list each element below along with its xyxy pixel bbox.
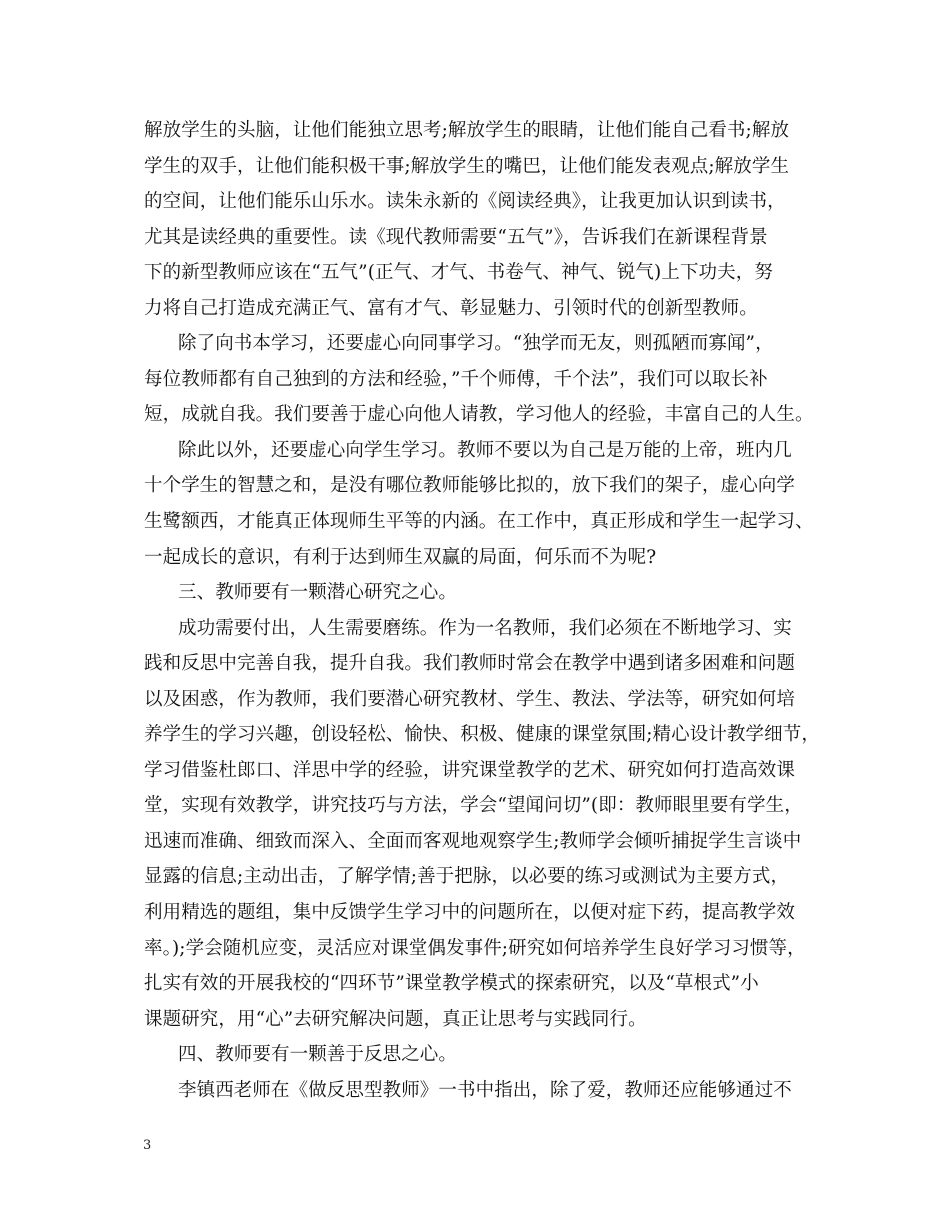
text-line: 扎实有效的开展我校的“四环节”课堂教学模式的探索研究，以及“草根式”小 [144,973,759,995]
text-line: 除了向书本学习，还要虚心向同事学习。“独学而无友，则孤陋而寡闻”， [178,333,774,355]
text-line: 率。);学会随机应变，灵活应对课堂偶发事件;研究如何培养学生良好学习习惯等， [144,937,806,959]
text-line: 四、教师要有一颗善于反思之心。 [178,1044,458,1066]
text-line: 学生的双手，让他们能积极干事;解放学生的嘴巴，让他们能发表观点;解放学生 [144,155,790,177]
text-line: 每位教师都有自己独到的方法和经验，”千个师傅，千个法”，我们可以取长补 [144,368,768,390]
text-line: 十个学生的智慧之和，是没有哪位教师能够比拟的，放下我们的架子，虚心向学 [144,475,796,497]
text-line: 解放学生的头脑，让他们能独立思考;解放学生的眼睛，让他们能自己看书;解放 [144,120,790,141]
text-line: 生鹭额西，才能真正体现师生平等的内涵。在工作中，真正形成和学生一起学习、 [144,511,814,533]
text-line: 学习借鉴杜郎口、洋思中学的经验，讲究课堂教学的艺术、研究如何打造高效课 [144,759,796,781]
page-number: 3 [143,1138,152,1153]
text-line: 一起成长的意识，有利于达到师生双赢的局面，何乐而不为呢? [144,546,657,568]
text-line: 短，成就自我。我们要善于虚心向他人请教，学习他人的经验，丰富自己的人生。 [144,404,814,426]
text-line: 养学生的学习兴趣，创设轻松、愉快、积极、健康的课堂氛围;精心设计教学细节， [144,724,820,746]
text-line: 下的新型教师应该在“五气”(正气、才气、书卷气、神气、锐气)上下功夫，努 [144,262,773,284]
text-line: 的空间，让他们能乐山乐水。读朱永新的《阅读经典》，让我更加认识到读书， [144,191,786,213]
document-body [144,113,834,1108]
text-line: 利用精选的题组，集中反馈学生学习中的问题所在，以便对症下药，提高教学效 [144,902,796,924]
text-line: 显露的信息;主动出击，了解学情;善于把脉，以必要的练习或测试为主要方式， [144,866,790,888]
text-line: 李镇西老师在《做反思型教师》一书中指出，除了爱，教师还应能够通过不 [178,1079,792,1101]
text-line: 以及困惑，作为教师，我们要潜心研究教材、学生、教法、学法等，研究如何培 [144,688,796,710]
text-line: 成功需要付出，人生需要磨练。作为一名教师，我们必须在不断地学习、实 [178,617,792,639]
text-line: 迅速而准确、细致而深入、全面而客观地观察学生;教师学会倾听捕捉学生言谈中 [144,830,802,852]
text-line: 践和反思中完善自我，提升自我。我们教师时常会在教学中遇到诸多困难和问题 [144,653,796,675]
text-line: 课题研究，用“心”去研究解决问题，真正让思考与实践同行。 [144,1008,647,1030]
text-line: 三、教师要有一颗潜心研究之心。 [178,582,458,604]
text-line: 堂，实现有效教学，讲究技巧与方法，学会“望闻问切”(即：教师眼里要有学生， [144,795,803,817]
text-line: 除此以外，还要虚心向学生学习。教师不要以为自己是万能的上帝，班内几 [178,439,792,461]
text-line: 力将自己打造成充满正气、富有才气、彰显魅力、引领时代的创新型教师。 [144,297,758,319]
text-line: 尤其是读经典的重要性。读《现代教师需要“五气”》，告诉我们在新课程背景 [144,226,768,248]
